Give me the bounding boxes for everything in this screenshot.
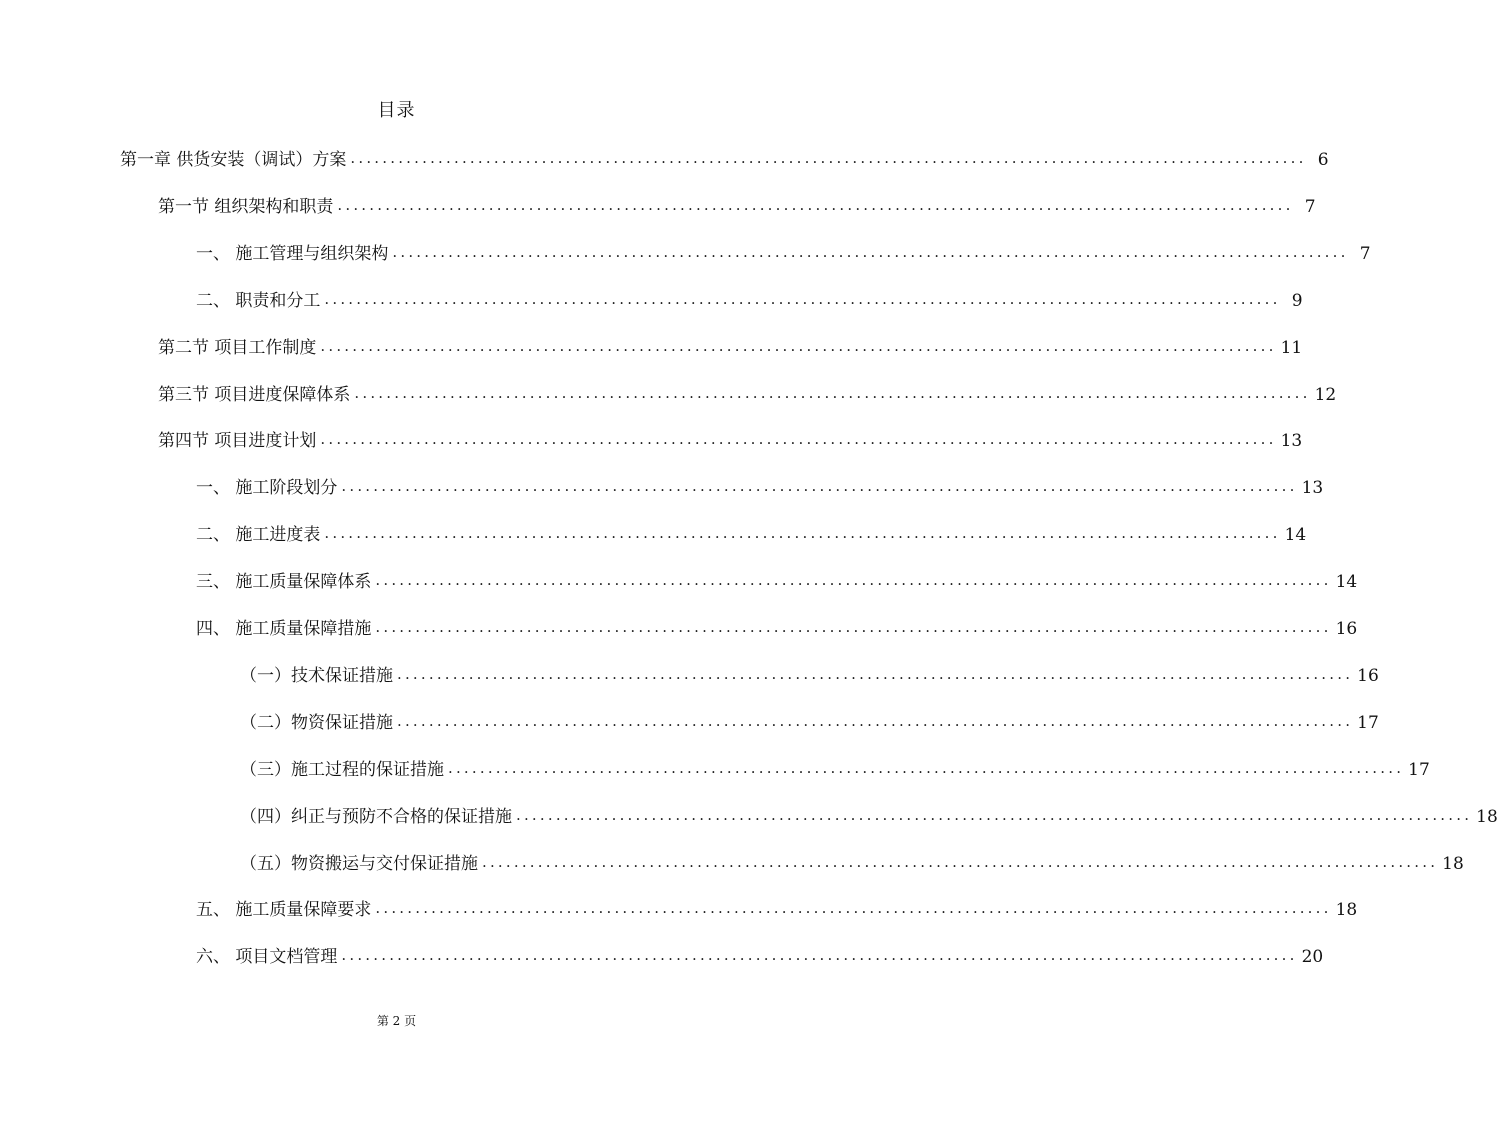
toc-entry-label: 二、 职责和分工: [196, 291, 321, 311]
toc-entry-label: 第二节 项目工作制度: [158, 338, 317, 358]
dot-leader: ........................................................................................................................: [392, 243, 1349, 261]
dot-leader: ........................................................................................................................: [397, 712, 1354, 730]
toc-entry-page: 17: [1408, 760, 1430, 780]
toc-entry-label: 第一章 供货安装（调试）方案: [120, 150, 347, 170]
dot-leader: ........................................................................................................................: [320, 337, 1277, 355]
toc-entry-item[interactable]: [196, 564, 1358, 592]
toc-entry-item[interactable]: [196, 939, 1324, 967]
toc-entry-section-4[interactable]: [158, 423, 1303, 451]
dot-leader: ........................................................................................................................: [337, 196, 1294, 214]
toc-entry-page: 18: [1335, 900, 1358, 920]
dot-leader: ........................................................................................................................: [341, 946, 1298, 964]
toc-entry-label: （四）纠正与预防不合格的保证措施: [240, 807, 512, 827]
toc-entry-page: 20: [1301, 947, 1324, 967]
toc-entry-page: 7: [1304, 197, 1316, 217]
dot-leader: ........................................................................................................................: [341, 477, 1298, 495]
toc-entry-page: 13: [1301, 478, 1324, 498]
dot-leader: ........................................................................................................................: [324, 290, 1281, 308]
toc-entry-page: 11: [1280, 338, 1303, 358]
toc-entry-subitem[interactable]: [240, 799, 1498, 827]
toc-entry-chapter-1[interactable]: [120, 142, 1329, 170]
toc-entry-item[interactable]: [196, 283, 1303, 311]
toc-entry-page: 14: [1335, 572, 1358, 592]
toc-entry-label: （五）物资搬运与交付保证措施: [240, 854, 478, 874]
toc-entry-label: 一、 施工管理与组织架构: [196, 244, 389, 264]
toc-entry-label: （三）施工过程的保证措施: [240, 760, 444, 780]
toc-entry-item[interactable]: [196, 236, 1371, 264]
page-title: 目录: [377, 100, 416, 121]
toc-entry-page: 18: [1442, 854, 1464, 874]
toc-entry-item[interactable]: [196, 611, 1358, 639]
toc-entry-item[interactable]: [196, 470, 1324, 498]
dot-leader: ........................................................................................................................: [350, 149, 1307, 167]
toc-entry-page: 7: [1359, 244, 1371, 264]
toc-entry-subitem[interactable]: [240, 846, 1464, 874]
toc-entry-label: 二、 施工进度表: [196, 525, 321, 545]
dot-leader: ........................................................................................................................: [375, 899, 1332, 917]
toc-entry-subitem[interactable]: [240, 658, 1379, 686]
toc-entry-section-1[interactable]: [158, 189, 1316, 217]
toc-entry-label: （一）技术保证措施: [240, 666, 393, 686]
toc-entry-page: 16: [1335, 619, 1358, 639]
toc-entry-item[interactable]: [196, 892, 1358, 920]
dot-leader: ........................................................................................................................: [320, 430, 1277, 448]
dot-leader: ........................................................................................................................: [375, 618, 1332, 636]
toc-entry-label: 三、 施工质量保障体系: [196, 572, 372, 592]
toc-entry-page: 18: [1476, 807, 1498, 827]
dot-leader: ........................................................................................................................: [324, 524, 1281, 542]
toc-entry-page: 12: [1314, 385, 1337, 405]
toc-entry-item[interactable]: [196, 517, 1307, 545]
toc-entry-section-2[interactable]: [158, 330, 1303, 358]
dot-leader: ........................................................................................................................: [375, 571, 1332, 589]
toc-entry-label: 第一节 组织架构和职责: [158, 197, 334, 217]
dot-leader: ........................................................................................................................: [516, 806, 1473, 824]
toc-entry-label: （二）物资保证措施: [240, 713, 393, 733]
dot-leader: ........................................................................................................................: [482, 853, 1439, 871]
toc-entry-label: 四、 施工质量保障措施: [196, 619, 372, 639]
dot-leader: ........................................................................................................................: [354, 384, 1311, 402]
toc-entry-label: 第四节 项目进度计划: [158, 431, 317, 451]
toc-entry-page: 9: [1291, 291, 1303, 311]
toc-entry-section-3[interactable]: [158, 377, 1337, 405]
toc-entry-subitem[interactable]: [240, 705, 1379, 733]
toc-entry-subitem[interactable]: [240, 752, 1430, 780]
page-footer: 第 2 页: [376, 1014, 417, 1028]
toc-entry-page: 13: [1280, 431, 1303, 451]
toc-entry-label: 一、 施工阶段划分: [196, 478, 338, 498]
toc-entry-page: 17: [1357, 713, 1379, 733]
toc-entry-label: 六、 项目文档管理: [196, 947, 338, 967]
toc-entry-page: 14: [1284, 525, 1307, 545]
toc-entry-page: 6: [1317, 150, 1329, 170]
toc-entry-page: 16: [1357, 666, 1379, 686]
toc-entry-label: 第三节 项目进度保障体系: [158, 385, 351, 405]
dot-leader: ........................................................................................................................: [448, 759, 1405, 777]
toc-entry-label: 五、 施工质量保障要求: [196, 900, 372, 920]
dot-leader: ........................................................................................................................: [397, 665, 1354, 683]
